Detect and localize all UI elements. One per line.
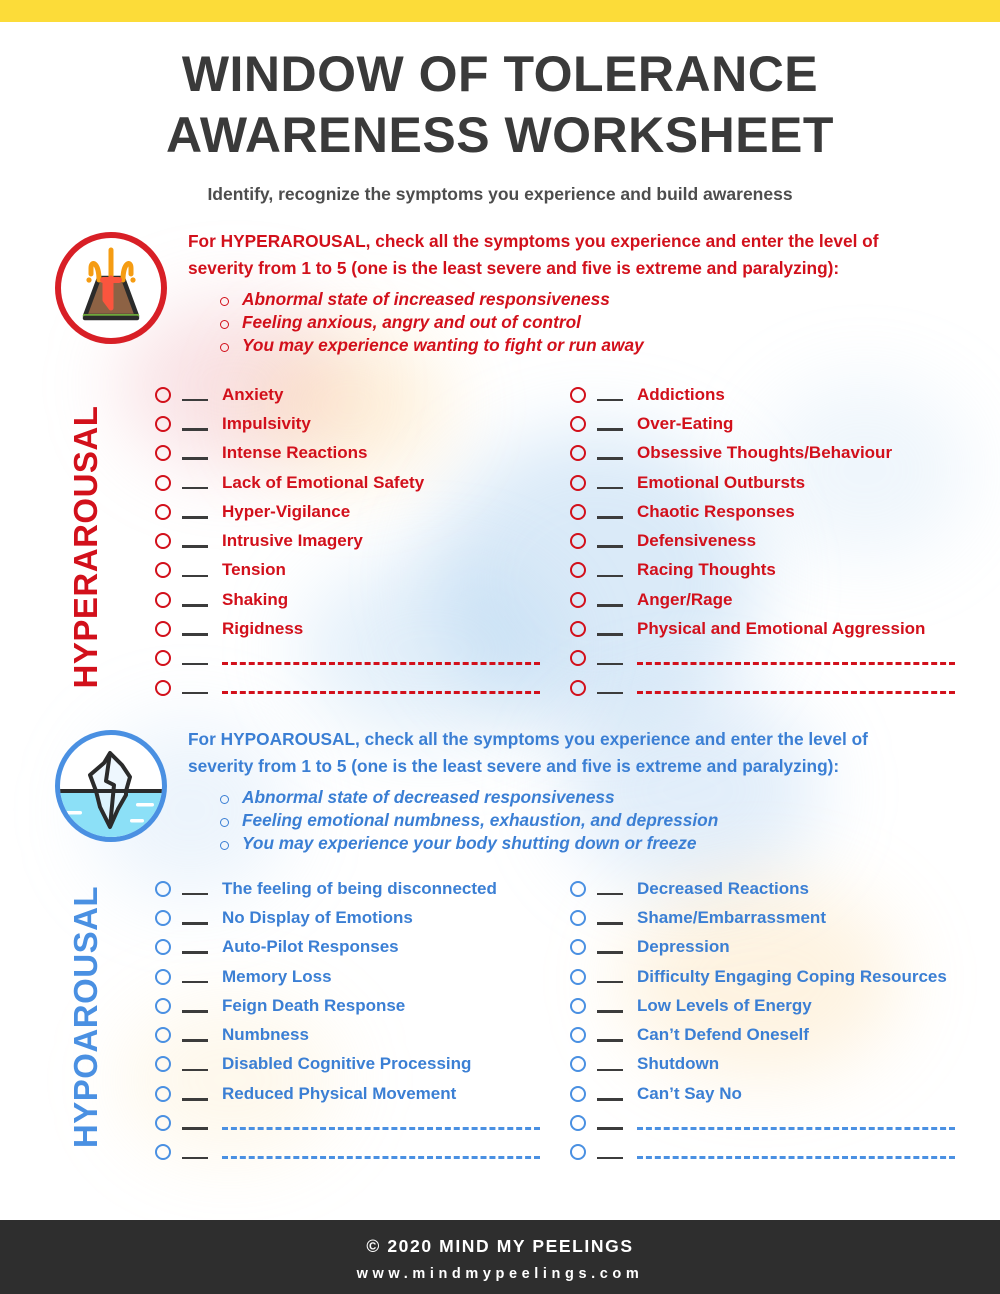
checklist-row[interactable] [155, 585, 570, 614]
checkbox-circle[interactable] [570, 533, 586, 549]
severity-blank[interactable] [182, 922, 208, 925]
checkbox-circle[interactable] [155, 1027, 171, 1043]
checkbox-circle[interactable] [570, 969, 586, 985]
checklist-row[interactable] [155, 614, 570, 643]
severity-blank[interactable] [182, 428, 208, 431]
footer-copyright: © 2020 MIND MY PEELINGS [366, 1236, 634, 1256]
checklist-row-blank[interactable] [570, 1138, 985, 1167]
checklist-row[interactable] [155, 409, 570, 438]
checklist-row-blank[interactable] [570, 1108, 985, 1137]
page-title-line1: WINDOW OF TOLERANCE [181, 46, 819, 102]
hypoarousal-checklist [155, 874, 985, 1167]
hypoarousal-bullet: Feeling emotional numbness, exhaustion, and depression [220, 809, 978, 832]
checkbox-circle[interactable] [570, 1056, 586, 1072]
checkbox-circle[interactable] [570, 1027, 586, 1043]
severity-blank[interactable] [182, 1069, 208, 1072]
checklist-row-blank[interactable] [155, 1138, 570, 1167]
symptom-label: Reduced Physical Movement [222, 1083, 457, 1103]
checkbox-circle[interactable] [570, 416, 586, 432]
page-title-line2: AWARENESS WORKSHEET [166, 107, 834, 163]
write-in-blank[interactable] [637, 1127, 955, 1130]
checkbox-circle[interactable] [570, 680, 586, 696]
checklist-row[interactable] [570, 468, 985, 497]
severity-blank[interactable] [597, 399, 623, 402]
checkbox-circle[interactable] [570, 504, 586, 520]
symptom-label: Defensiveness [637, 531, 757, 551]
checkbox-circle[interactable] [570, 1144, 586, 1160]
hyperarousal-instruction-line1: For HYPERAROUSAL, check all the symptoms you experience and enter the level of [188, 231, 879, 251]
checkbox-circle[interactable] [570, 998, 586, 1014]
symptom-label: Anxiety [222, 384, 284, 404]
hypoarousal-bullet: Abnormal state of decreased responsiveness [220, 786, 978, 809]
severity-blank[interactable] [182, 604, 208, 607]
severity-blank[interactable] [597, 922, 623, 925]
page-subtitle: Identify, recognize the symptoms you experience and build awareness [207, 184, 793, 204]
checkbox-circle[interactable] [155, 1086, 171, 1102]
checkbox-circle[interactable] [570, 650, 586, 666]
checkbox-circle[interactable] [155, 998, 171, 1014]
symptom-label: No Display of Emotions [222, 907, 413, 927]
checklist-row[interactable] [155, 1020, 570, 1049]
checkbox-circle[interactable] [155, 881, 171, 897]
checkbox-circle[interactable] [155, 621, 171, 637]
symptom-label: Auto-Pilot Responses [222, 937, 399, 957]
symptom-label: Rigidness [222, 619, 304, 639]
checklist-row[interactable] [570, 1079, 985, 1108]
hypoarousal-left-column [155, 874, 570, 1167]
severity-blank[interactable] [182, 399, 208, 402]
symptom-label: Shaking [222, 589, 289, 609]
write-in-blank[interactable] [222, 1127, 540, 1130]
severity-blank[interactable] [182, 1127, 208, 1130]
symptom-label: Numbness [222, 1025, 309, 1045]
write-in-blank[interactable] [637, 691, 955, 694]
checkbox-circle[interactable] [155, 1056, 171, 1072]
hyperarousal-bullet: Feeling anxious, angry and out of control [220, 311, 978, 334]
hypoarousal-instructions [188, 726, 978, 855]
symptom-label: The feeling of being disconnected [222, 878, 497, 898]
checkbox-circle[interactable] [570, 592, 586, 608]
severity-blank[interactable] [182, 893, 208, 896]
checklist-row[interactable] [570, 933, 985, 962]
checkbox-circle[interactable] [155, 387, 171, 403]
checkbox-circle[interactable] [155, 504, 171, 520]
severity-blank[interactable] [597, 457, 623, 460]
checkbox-circle[interactable] [155, 562, 171, 578]
checkbox-circle[interactable] [570, 910, 586, 926]
checklist-row[interactable] [155, 468, 570, 497]
checklist-row[interactable] [155, 903, 570, 932]
checkbox-circle[interactable] [155, 939, 171, 955]
severity-blank[interactable] [597, 1010, 623, 1013]
write-in-blank[interactable] [222, 662, 540, 665]
hyperarousal-bullet: Abnormal state of increased responsiveness [220, 288, 978, 311]
symptom-label: Intrusive Imagery [222, 531, 363, 551]
page-header [0, 22, 1000, 205]
checklist-row[interactable] [155, 933, 570, 962]
iceberg-icon-badge [55, 730, 167, 842]
checklist-row[interactable] [570, 991, 985, 1020]
checkbox-circle[interactable] [570, 1115, 586, 1131]
checklist-row-blank[interactable] [155, 1108, 570, 1137]
hypoarousal-side-label: HYPOAROUSAL [67, 885, 104, 1149]
severity-blank[interactable] [597, 1039, 623, 1042]
hypoarousal-bullet: You may experience your body shutting down or freeze [220, 832, 978, 855]
checkbox-circle[interactable] [155, 592, 171, 608]
symptom-label: Memory Loss [222, 966, 332, 986]
hypoarousal-right-column [570, 874, 985, 1167]
severity-blank[interactable] [182, 981, 208, 984]
severity-blank[interactable] [182, 692, 208, 695]
write-in-blank[interactable] [222, 1156, 540, 1159]
severity-blank[interactable] [597, 545, 623, 548]
symptom-label: Depression [637, 937, 730, 957]
checklist-row[interactable] [570, 614, 985, 643]
hyperarousal-bullet: You may experience wanting to fight or run away [220, 334, 978, 357]
severity-blank[interactable] [597, 1098, 623, 1101]
checklist-row[interactable] [155, 556, 570, 585]
page-footer [0, 1220, 1000, 1294]
symptom-label: Emotional Outbursts [637, 472, 806, 492]
checklist-row[interactable] [570, 1050, 985, 1079]
checkbox-circle[interactable] [570, 939, 586, 955]
checkbox-circle[interactable] [155, 416, 171, 432]
checkbox-circle[interactable] [570, 475, 586, 491]
symptom-label: Impulsivity [222, 413, 311, 433]
checklist-row[interactable] [570, 526, 985, 555]
checkbox-circle[interactable] [570, 1086, 586, 1102]
severity-blank[interactable] [182, 487, 208, 490]
checklist-row[interactable] [570, 874, 985, 903]
checkbox-circle[interactable] [570, 881, 586, 897]
checklist-row[interactable] [155, 874, 570, 903]
checkbox-circle[interactable] [570, 445, 586, 461]
checkbox-circle[interactable] [155, 475, 171, 491]
checklist-row[interactable] [570, 903, 985, 932]
write-in-blank[interactable] [222, 691, 540, 694]
symptom-label: Hyper-Vigilance [222, 501, 351, 521]
severity-blank[interactable] [597, 1127, 623, 1130]
symptom-label: Over-Eating [637, 413, 734, 433]
severity-blank[interactable] [597, 516, 623, 519]
symptom-label: Obsessive Thoughts/Behaviour [637, 443, 893, 463]
hypoarousal-bullet-list [188, 786, 978, 856]
checkbox-circle[interactable] [155, 650, 171, 666]
symptom-label: Can’t Defend Oneself [637, 1025, 809, 1045]
severity-blank[interactable] [182, 575, 208, 578]
hyperarousal-left-column [155, 380, 570, 702]
checkbox-circle[interactable] [155, 680, 171, 696]
symptom-label: Difficulty Engaging Coping Resources [637, 966, 947, 986]
severity-blank[interactable] [182, 1039, 208, 1042]
severity-blank[interactable] [182, 951, 208, 954]
checklist-row[interactable] [155, 497, 570, 526]
hyperarousal-instruction-line2: severity from 1 to 5 (one is the least severe and five is extreme and paralyzing): [188, 258, 840, 279]
checklist-row[interactable] [570, 497, 985, 526]
hyperarousal-bullet-list [188, 288, 978, 358]
hyperarousal-side-label: HYPERAROUSAL [67, 405, 104, 689]
severity-blank[interactable] [182, 633, 208, 636]
hypoarousal-instruction-line2: severity from 1 to 5 (one is the least severe and five is extreme and paralyzing): [188, 756, 840, 777]
symptom-label: Tension [222, 560, 286, 580]
volcano-icon [61, 238, 161, 338]
symptom-label: Disabled Cognitive Processing [222, 1054, 472, 1074]
severity-blank[interactable] [182, 663, 208, 666]
severity-blank[interactable] [182, 457, 208, 460]
checklist-row[interactable] [155, 526, 570, 555]
checkbox-circle[interactable] [155, 533, 171, 549]
severity-blank[interactable] [597, 633, 623, 636]
symptom-label: Can’t Say No [637, 1083, 742, 1103]
volcano-icon-badge [55, 232, 167, 344]
severity-blank[interactable] [597, 428, 623, 431]
severity-blank[interactable] [597, 1069, 623, 1072]
symptom-label: Feign Death Response [222, 995, 406, 1015]
checklist-row[interactable] [155, 380, 570, 409]
severity-blank[interactable] [597, 575, 623, 578]
severity-blank[interactable] [597, 692, 623, 695]
severity-blank[interactable] [182, 545, 208, 548]
checklist-row[interactable] [570, 409, 985, 438]
write-in-blank[interactable] [637, 1156, 955, 1159]
hyperarousal-right-column [570, 380, 985, 702]
symptom-label: Intense Reactions [222, 443, 368, 463]
iceberg-icon [60, 735, 162, 837]
checklist-row[interactable] [155, 439, 570, 468]
top-accent-bar [0, 0, 1000, 22]
checkbox-circle[interactable] [155, 969, 171, 985]
checkbox-circle[interactable] [570, 562, 586, 578]
checklist-row[interactable] [570, 556, 985, 585]
checklist-row[interactable] [155, 1050, 570, 1079]
severity-blank[interactable] [597, 893, 623, 896]
footer-website[interactable]: www.mindmypeelings.com [356, 1266, 644, 1282]
severity-blank[interactable] [182, 1098, 208, 1101]
symptom-label: Chaotic Responses [637, 501, 795, 521]
checklist-row[interactable] [570, 585, 985, 614]
symptom-label: Shutdown [637, 1054, 720, 1074]
symptom-label: Anger/Rage [637, 589, 733, 609]
severity-blank[interactable] [597, 487, 623, 490]
checkbox-circle[interactable] [155, 445, 171, 461]
checkbox-circle[interactable] [570, 621, 586, 637]
checklist-row[interactable] [155, 1079, 570, 1108]
checklist-row[interactable] [570, 1020, 985, 1049]
symptom-label: Decreased Reactions [637, 878, 809, 898]
checklist-row[interactable] [155, 962, 570, 991]
checklist-row[interactable] [155, 991, 570, 1020]
severity-blank[interactable] [597, 951, 623, 954]
checklist-row-blank[interactable] [570, 673, 985, 702]
checkbox-circle[interactable] [155, 910, 171, 926]
checklist-row-blank[interactable] [570, 644, 985, 673]
severity-blank[interactable] [182, 1157, 208, 1160]
severity-blank[interactable] [597, 604, 623, 607]
checkbox-circle[interactable] [570, 387, 586, 403]
checklist-row[interactable] [570, 962, 985, 991]
symptom-label: Lack of Emotional Safety [222, 472, 425, 492]
checkbox-circle[interactable] [155, 1144, 171, 1160]
severity-blank[interactable] [597, 663, 623, 666]
checklist-row-blank[interactable] [155, 644, 570, 673]
checklist-row[interactable] [570, 439, 985, 468]
severity-blank[interactable] [597, 1157, 623, 1160]
severity-blank[interactable] [182, 1010, 208, 1013]
symptom-label: Shame/Embarrassment [637, 907, 826, 927]
severity-blank[interactable] [597, 981, 623, 984]
symptom-label: Physical and Emotional Aggression [637, 619, 926, 639]
hyperarousal-checklist [155, 380, 985, 702]
checklist-row[interactable] [570, 380, 985, 409]
symptom-label: Low Levels of Energy [637, 995, 812, 1015]
write-in-blank[interactable] [637, 662, 955, 665]
symptom-label: Addictions [637, 384, 725, 404]
severity-blank[interactable] [182, 516, 208, 519]
symptom-label: Racing Thoughts [637, 560, 776, 580]
page-title [0, 22, 1000, 166]
checkbox-circle[interactable] [155, 1115, 171, 1131]
checklist-row-blank[interactable] [155, 673, 570, 702]
hypoarousal-instruction-line1: For HYPOAROUSAL, check all the symptoms you experience and enter the level of [188, 729, 868, 749]
hyperarousal-instructions [188, 228, 978, 357]
